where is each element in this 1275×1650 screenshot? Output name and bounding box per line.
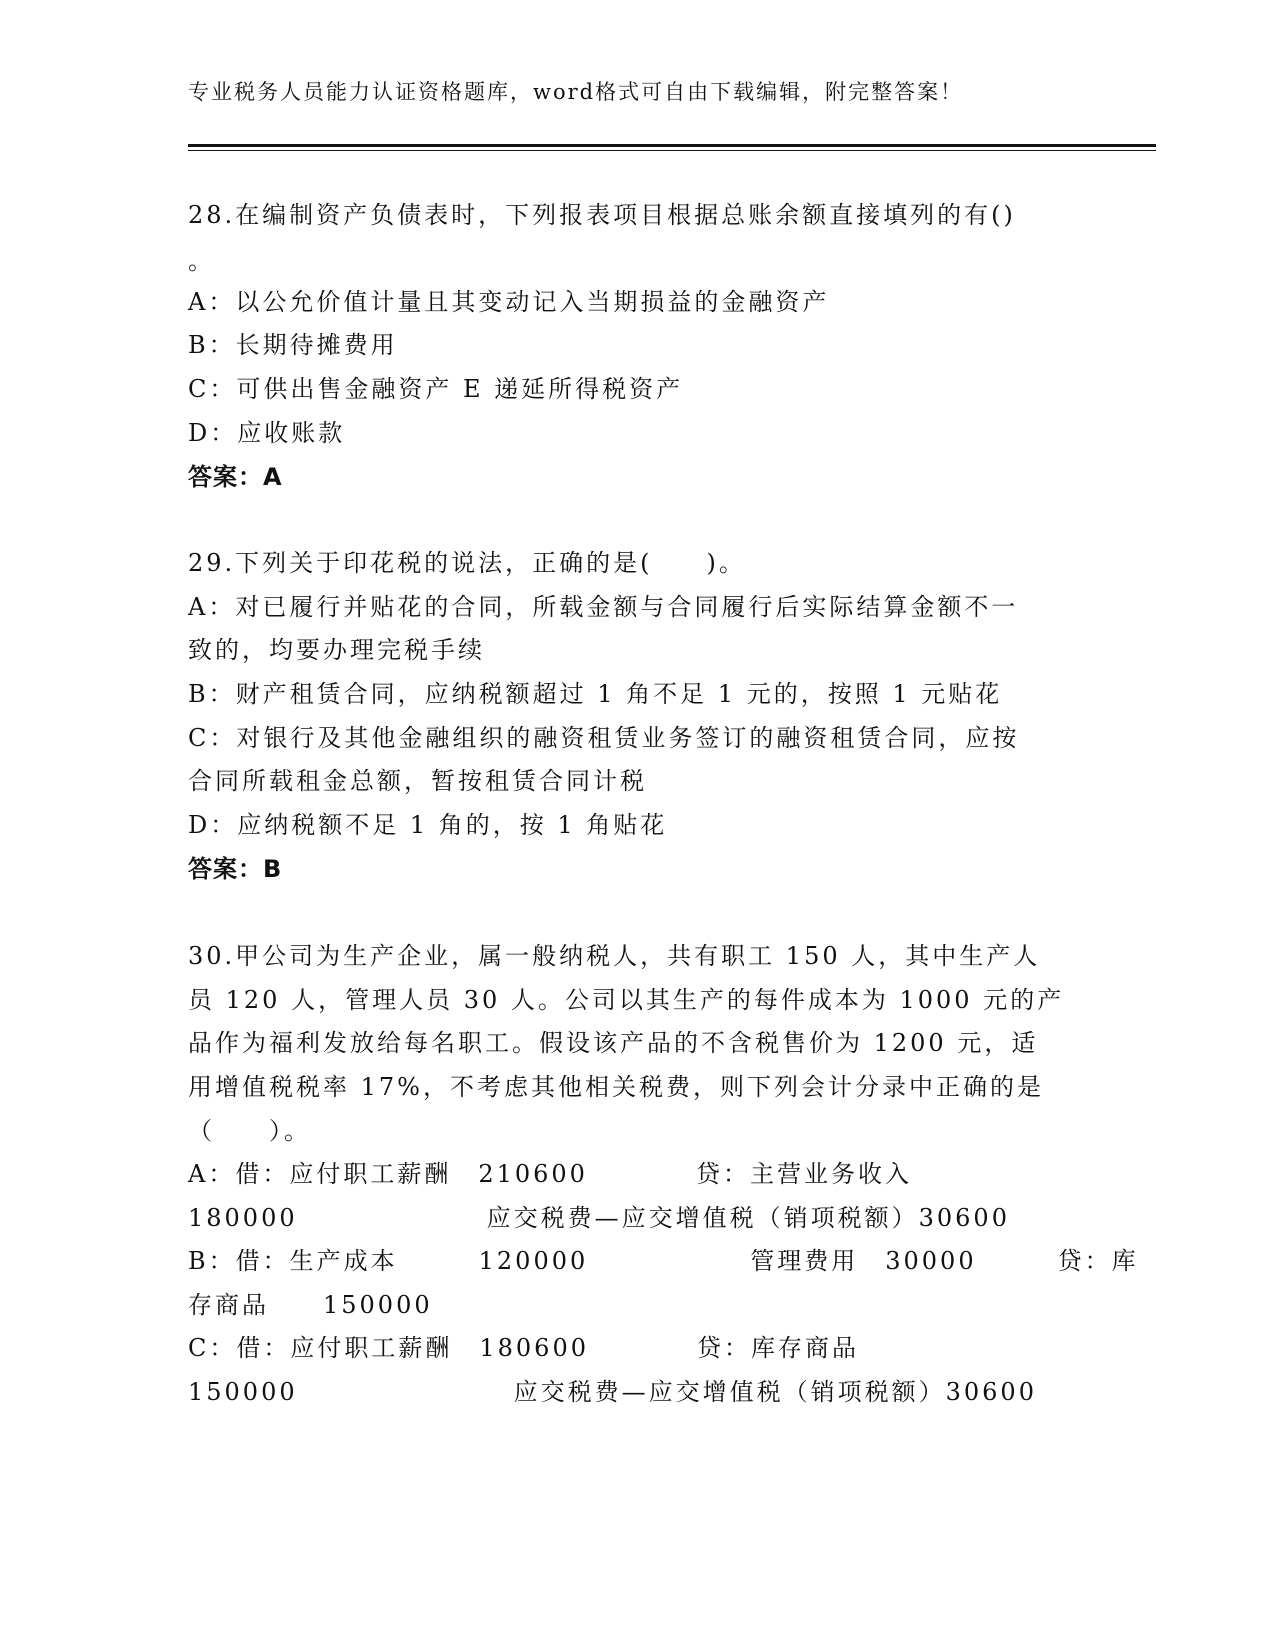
header-rule-thin	[188, 150, 1156, 151]
option-a: A：对已履行并贴花的合同，所载金额与合同履行后实际结算金额不一	[188, 593, 1019, 621]
question-line: 29.下列关于印花税的说法，正确的是( )。	[188, 549, 746, 577]
page-header: 专业税务人员能力认证资格题库，word格式可自由下载编辑，附完整答案！	[188, 80, 964, 104]
option-b-continued: 存商品 150000	[188, 1291, 433, 1319]
question-line: 品作为福利发放给每名职工。假设该产品的不含税售价为 1200 元，适	[188, 1029, 1039, 1057]
option-b: B：借：生产成本 120000 管理费用 30000 贷：库	[188, 1247, 1139, 1275]
option-b: B：财产租赁合同，应纳税额超过 1 角不足 1 元的，按照 1 元贴花	[188, 680, 1003, 708]
question-line: （ ）。	[188, 1117, 311, 1145]
option-a: A：借：应付职工薪酬 210600 贷：主营业务收入	[188, 1160, 912, 1188]
question-line: 。	[188, 247, 215, 275]
option-a: A：以公允价值计量且其变动记入当期损益的金融资产	[188, 288, 830, 316]
header-rule-thick	[188, 144, 1156, 147]
answer: 答案：A	[188, 463, 283, 491]
question-line: 30.甲公司为生产企业，属一般纳税人，共有职工 150 人，其中生产人	[188, 942, 1041, 970]
option-d: D：应收账款	[188, 419, 346, 447]
question-line: 28.在编制资产负债表时，下列报表项目根据总账余额直接填列的有()	[188, 201, 1016, 229]
option-a-continued: 致的，均要办理完税手续	[188, 636, 485, 664]
option-c: C：借：应付职工薪酬 180600 贷：库存商品	[188, 1334, 859, 1362]
question-line: 用增值税税率 17%，不考虑其他相关税费，则下列会计分录中正确的是	[188, 1073, 1044, 1101]
option-c: C：对银行及其他金融组织的融资租赁业务签订的融资租赁合同，应按	[188, 724, 1020, 752]
option-a-continued: 180000 应交税费—应交增值税（销项税额）30600	[188, 1204, 1010, 1232]
question-line: 员 120 人，管理人员 30 人。公司以其生产的每件成本为 1000 元的产	[188, 986, 1065, 1014]
option-c: C：可供出售金融资产 E 递延所得税资产	[188, 375, 684, 403]
answer: 答案：B	[188, 855, 283, 883]
option-b: B：长期待摊费用	[188, 331, 398, 359]
option-c-continued: 合同所载租金总额，暂按租赁合同计税	[188, 767, 647, 795]
option-c-continued: 150000 应交税费—应交增值税（销项税额）30600	[188, 1378, 1037, 1406]
option-d: D：应纳税额不足 1 角的，按 1 角贴花	[188, 811, 668, 839]
